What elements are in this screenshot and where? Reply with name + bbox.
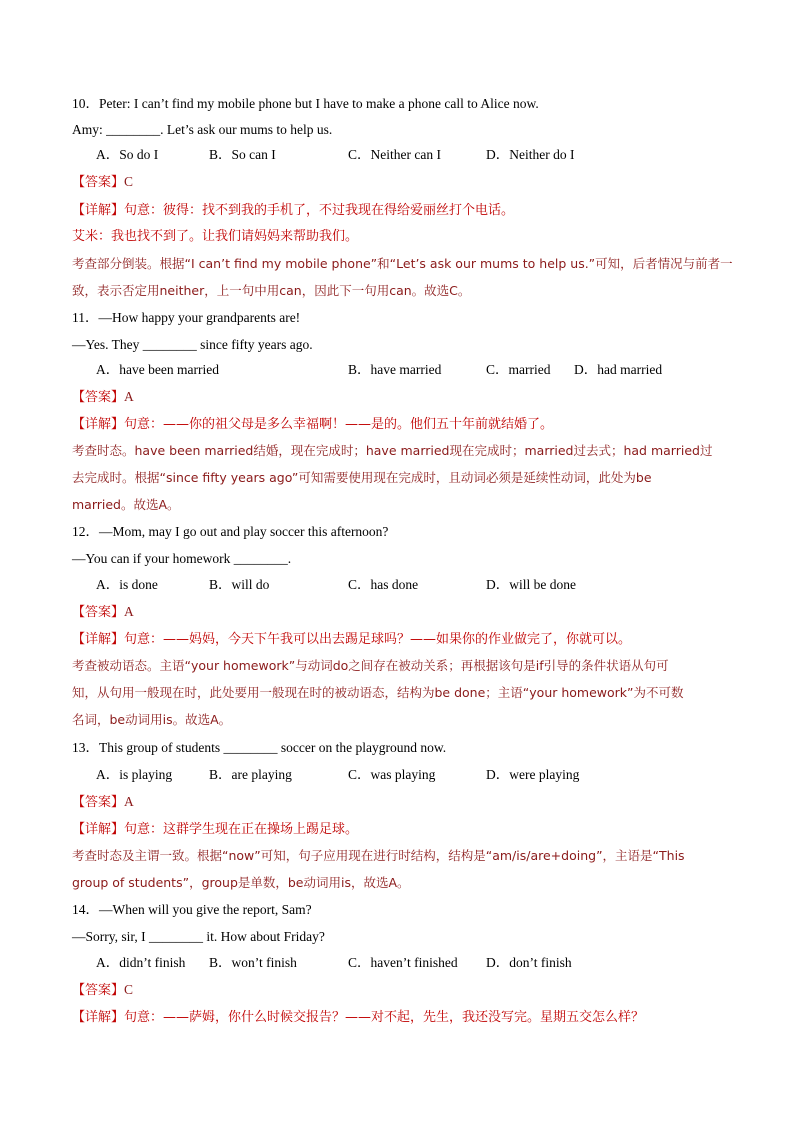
detail-label: 【详解】 bbox=[72, 1010, 125, 1025]
question-13-explanation-line2: group of students”，group是单数，be动词用is，故选A。 bbox=[72, 875, 410, 890]
question-12-explanation-line3: 名词，be动词用is。故选A。 bbox=[72, 712, 232, 727]
option-c: C．married bbox=[486, 362, 551, 377]
option-d: D．Neither do I bbox=[486, 147, 575, 162]
option-c: C．was playing bbox=[348, 767, 436, 782]
question-11-detail bbox=[72, 414, 728, 435]
question-10-explanation-line2: 致，表示否定用neither，上一句中用can，因此下一句用can。故选C。 bbox=[72, 283, 471, 298]
question-14-stem: 14．—When will you give the report, Sam? bbox=[72, 902, 312, 917]
question-12-stem-line2: —You can if your homework ________. bbox=[72, 551, 292, 566]
option-d: D．don’t finish bbox=[486, 955, 572, 970]
detail-label: 【详解】 bbox=[72, 417, 125, 432]
answer-value: C bbox=[124, 174, 134, 189]
option-d: D．were playing bbox=[486, 767, 580, 782]
question-13-stem: 13．This group of students ________ soccer on the playground now. bbox=[72, 740, 447, 755]
sentence-meaning: 句意：这群学生现在正在操场上踢足球。 bbox=[124, 822, 359, 837]
answer-value: C bbox=[124, 982, 134, 997]
option-b: B．will do bbox=[209, 577, 270, 592]
answer-label: 【答案】 bbox=[72, 795, 125, 810]
question-10-stem-line2: Amy: ________. Let’s ask our mums to help us. bbox=[72, 122, 333, 137]
option-b: B．won’t finish bbox=[209, 955, 297, 970]
question-10-explanation: 考查部分倒装。根据“I can’t find my mobile phone”和“Let’s ask our mums to help us.”可知，后者情况与前者一 bbox=[72, 256, 733, 271]
question-11-explanation: 考查时态。have been married结婚，现在完成时；have married现在完成时；married过去式；had married过 bbox=[72, 443, 713, 458]
question-13-explanation: 考查时态及主谓一致。根据“now”可知，句子应用现在进行时结构，结构是“am/is/are+doing”，主语是“This bbox=[72, 848, 685, 863]
option-a: A．didn’t finish bbox=[96, 955, 186, 970]
question-12-stem: 12．—Mom, may I go out and play soccer this afternoon? bbox=[72, 524, 389, 539]
detail-label: 【详解】 bbox=[72, 822, 125, 837]
question-11-answer bbox=[72, 387, 728, 408]
question-13-detail bbox=[72, 819, 728, 840]
option-a: A．have been married bbox=[96, 362, 219, 377]
option-d: D．will be done bbox=[486, 577, 576, 592]
answer-label: 【答案】 bbox=[72, 605, 125, 620]
option-b: B．are playing bbox=[209, 767, 292, 782]
question-11-explanation-line2: 去完成时。根据“since fifty years ago”可知需要使用现在完成时，且动词必须是延续性动词，此处为be bbox=[72, 470, 652, 485]
sentence-meaning-line2: 艾米：我也找不到了。让我们请妈妈来帮助我们。 bbox=[72, 229, 359, 244]
question-10-detail bbox=[72, 200, 728, 221]
question-10-stem: 10．Peter: I can’t find my mobile phone but I have to make a phone call to Alice now. bbox=[72, 96, 539, 111]
question-11-stem-line2: —Yes. They ________ since fifty years ago. bbox=[72, 337, 313, 352]
sentence-meaning: 句意：——妈妈，今天下午我可以出去踢足球吗？——如果你的作业做完了，你就可以。 bbox=[124, 632, 632, 647]
answer-value: A bbox=[124, 794, 134, 809]
answer-label: 【答案】 bbox=[72, 390, 125, 405]
option-c: C．Neither can I bbox=[348, 147, 441, 162]
answer-label: 【答案】 bbox=[72, 983, 125, 998]
question-12-explanation-line2: 知，从句用一般现在时，此处要用一般现在时的被动语态，结构为be done；主语“your homework”为不可数 bbox=[72, 685, 684, 700]
answer-value: A bbox=[124, 389, 134, 404]
question-10-answer bbox=[72, 172, 728, 193]
option-b: B．have married bbox=[348, 362, 442, 377]
option-a: A．is done bbox=[96, 577, 158, 592]
detail-label: 【详解】 bbox=[72, 632, 125, 647]
sentence-meaning: 句意：彼得：找不到我的手机了，不过我现在得给爱丽丝打个电话。 bbox=[124, 203, 515, 218]
answer-value: A bbox=[124, 604, 134, 619]
question-14-detail bbox=[72, 1007, 728, 1028]
question-12-detail bbox=[72, 629, 728, 650]
option-c: C．has done bbox=[348, 577, 419, 592]
answer-label: 【答案】 bbox=[72, 175, 125, 190]
question-14-stem-line2: —Sorry, sir, I ________ it. How about Friday? bbox=[72, 929, 325, 944]
option-c: C．haven’t finished bbox=[348, 955, 458, 970]
question-11-stem: 11．—How happy your grandparents are! bbox=[72, 310, 301, 325]
sentence-meaning: 句意：——你的祖父母是多么幸福啊！——是的。他们五十年前就结婚了。 bbox=[124, 417, 554, 432]
detail-label: 【详解】 bbox=[72, 203, 125, 218]
question-12-explanation: 考查被动语态。主语“your homework”与动词do之间存在被动关系；再根据该句是if引导的条件状语从句可 bbox=[72, 658, 669, 673]
option-d: D．had married bbox=[574, 362, 663, 377]
question-14-answer bbox=[72, 980, 728, 1001]
option-b: B．So can I bbox=[209, 147, 276, 162]
option-a: A．is playing bbox=[96, 767, 173, 782]
question-13-answer bbox=[72, 792, 728, 813]
option-a: A．So do I bbox=[96, 147, 159, 162]
question-11-explanation-line3: married。故选A。 bbox=[72, 497, 180, 512]
question-12-answer bbox=[72, 602, 728, 623]
sentence-meaning: 句意：——萨姆，你什么时候交报告？——对不起，先生，我还没写完。星期五交怎么样？ bbox=[124, 1010, 645, 1025]
